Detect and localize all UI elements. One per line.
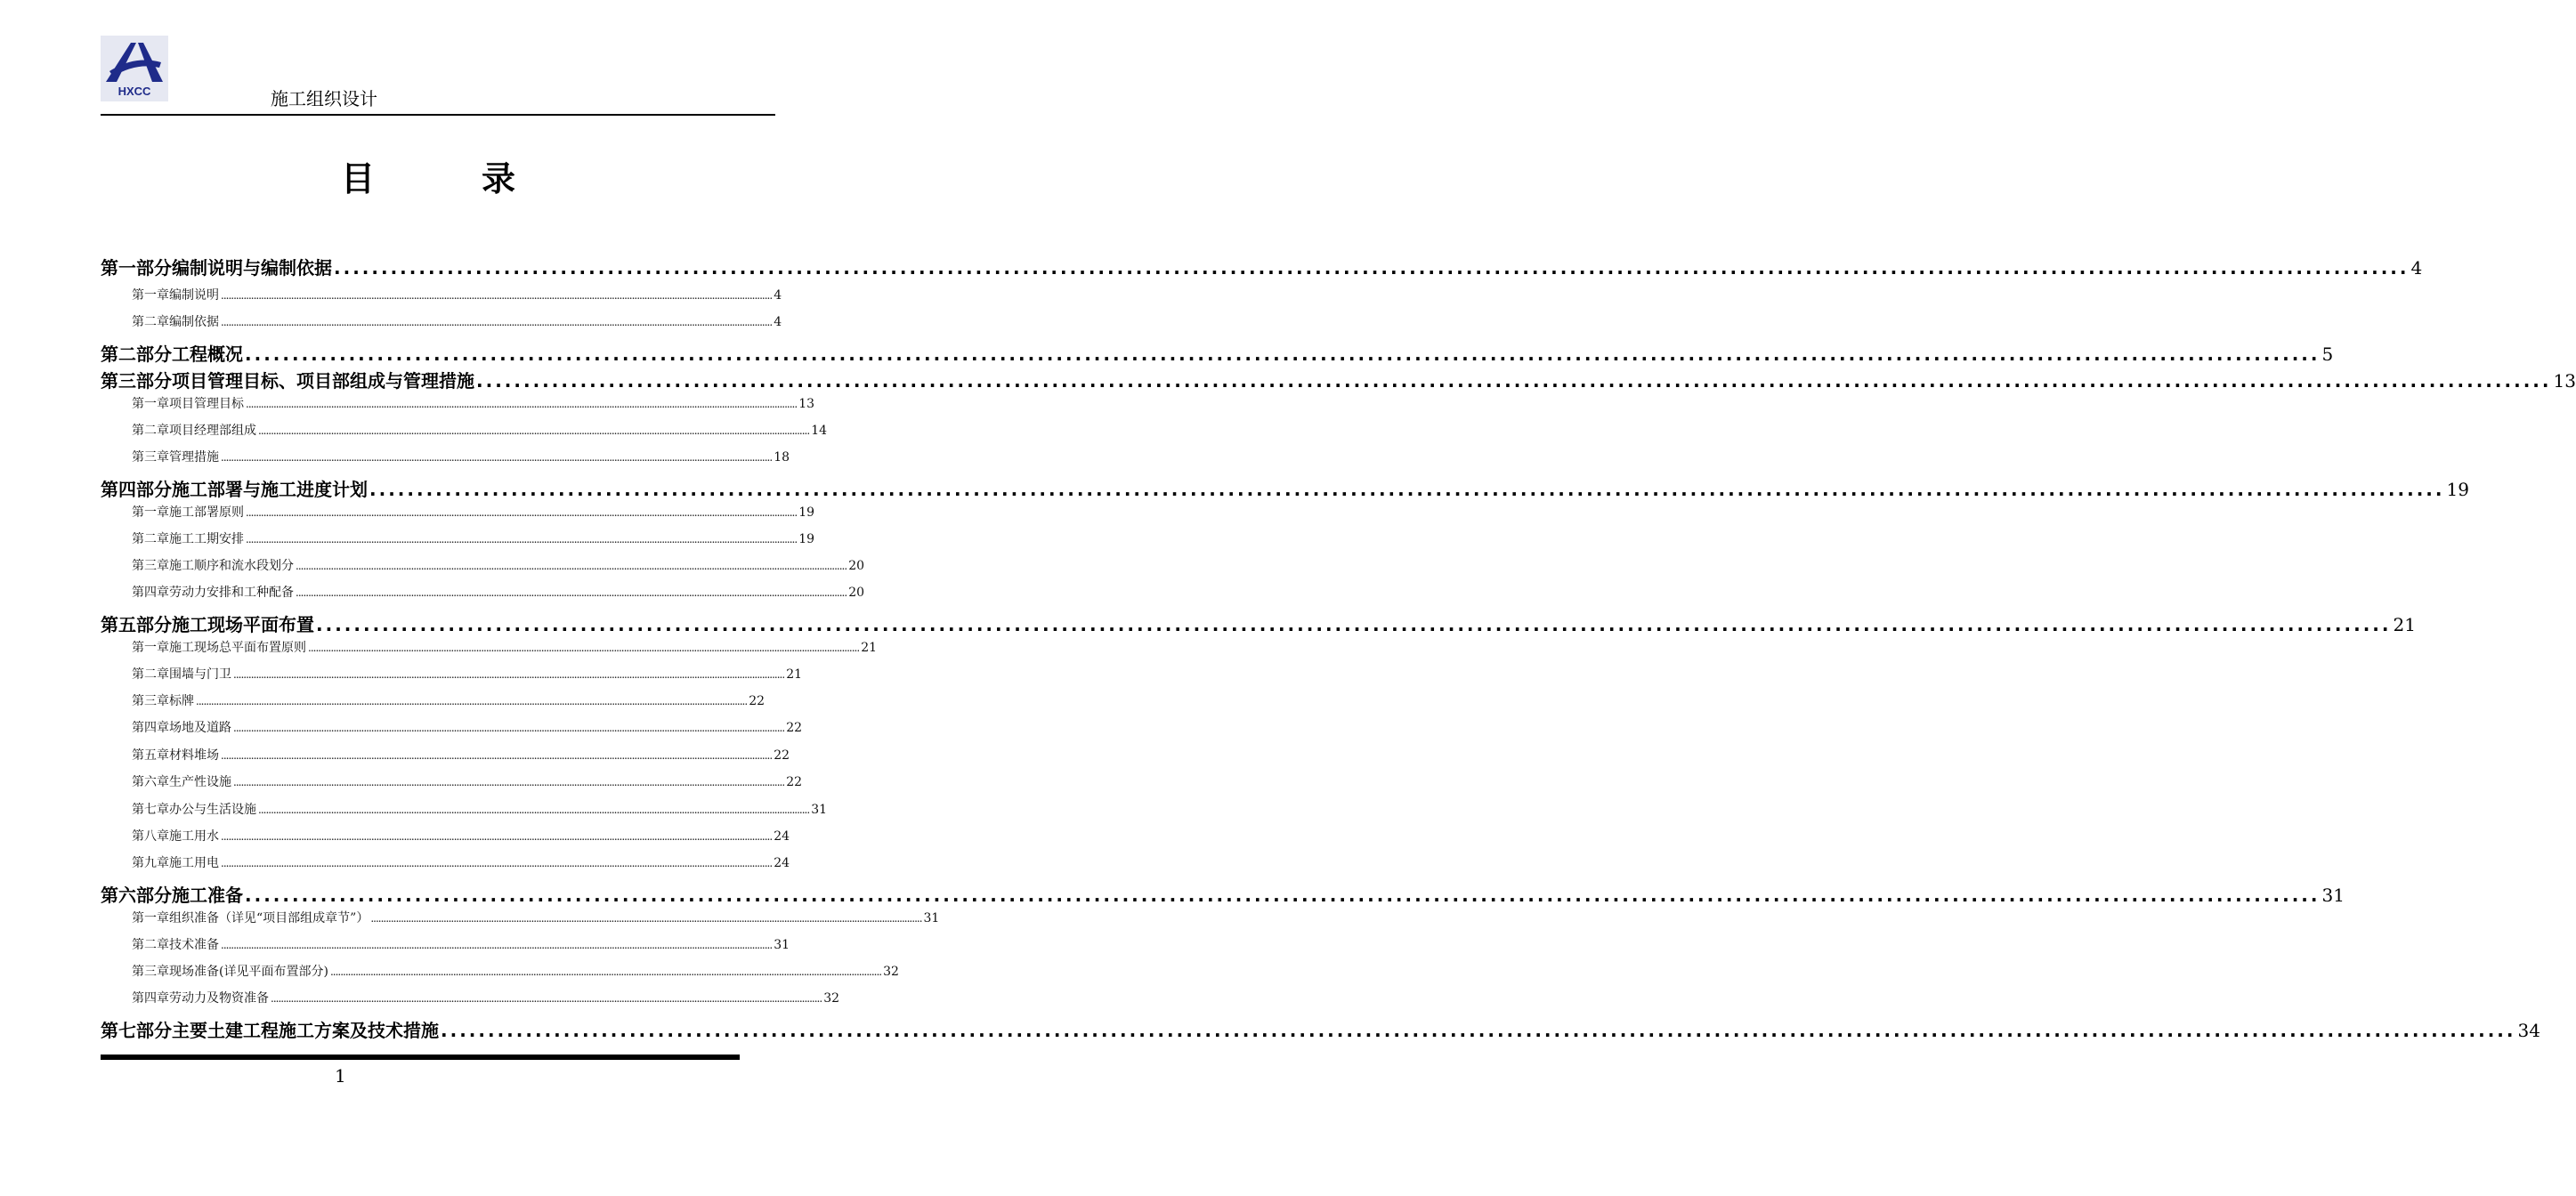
toc-leader-dots: ............................................................................................................................................................................................................................ (221, 451, 773, 464)
toc-entry-title: 项目经理部组成 (169, 424, 256, 438)
toc-entry-title: 施工用水 (169, 829, 219, 844)
toc-leader-dots: ............................................................................................................................................................................................................................ (370, 912, 922, 925)
toc-page-number: 22 (774, 748, 790, 763)
toc-chapter-number: 第三章 (132, 559, 169, 573)
toc-page-number: 13 (2553, 370, 2576, 392)
toc-entry-title: 施工准备 (172, 885, 243, 906)
toc-chapter-entry[interactable] (132, 691, 766, 711)
header-divider (101, 114, 775, 116)
toc-entry-title: 项目管理目标 (169, 397, 244, 411)
toc-entry-title: 管理措施 (169, 450, 219, 465)
toc-part-number: 第五部分 (101, 614, 172, 635)
toc-leader-dots: ............................................................................................................................................................................................................................ (233, 668, 785, 681)
toc-entry-title: 主要土建工程施工方案及技术措施 (172, 1020, 439, 1041)
toc-chapter-entry[interactable] (132, 800, 828, 820)
toc-leader-dots: ............................................................................................................................................................................................................................ (296, 586, 847, 599)
toc-entry-title: 施工现场平面布置 (172, 614, 314, 635)
toc-part-entry[interactable] (101, 340, 2334, 367)
toc-page-number: 31 (774, 938, 790, 952)
toc-leader-dots: ............................................................................................................................................................................................................................ (334, 257, 2410, 279)
toc-chapter-entry[interactable] (132, 421, 828, 440)
toc-entry-title: 场地及道路 (169, 721, 231, 735)
toc-entry-title: 施工工期安排 (169, 532, 244, 546)
toc-chapter-entry[interactable] (132, 638, 878, 658)
toc-page-number: 19 (2446, 479, 2469, 500)
toc-page-number: 5 (2321, 343, 2334, 365)
toc-leader-dots: ............................................................................................................................................................................................................................ (369, 479, 2445, 500)
toc-chapter-entry[interactable] (132, 312, 782, 332)
toc-chapter-number: 第二章 (132, 315, 169, 329)
toc-page-number: 31 (2321, 885, 2345, 906)
toc-leader-dots: ............................................................................................................................................................................................................................ (233, 776, 785, 788)
toc-entry-title: 办公与生活设施 (169, 803, 256, 817)
toc-entry-title: 现场准备(详见平面布置部分) (169, 965, 328, 979)
toc-chapter-entry[interactable] (132, 909, 940, 928)
toc-entry-title: 编制依据 (169, 315, 219, 329)
toc-page-number: 4 (774, 315, 782, 329)
toc-part-number: 第三部分 (101, 370, 172, 392)
toc-page-number: 20 (848, 559, 865, 573)
toc-page-number: 24 (774, 856, 790, 870)
toc-entry-title: 工程概况 (172, 343, 243, 365)
toc-page-number: 13 (798, 397, 815, 411)
toc-chapter-number: 第一章 (132, 641, 169, 655)
toc-page-number: 22 (786, 775, 803, 789)
toc-page-number: 21 (2393, 614, 2416, 635)
toc-page-number: 20 (848, 586, 865, 600)
toc-leader-dots: ............................................................................................................................................................................................................................ (221, 316, 773, 328)
company-logo (101, 36, 168, 101)
toc-page-number: 22 (749, 694, 766, 708)
toc-chapter-entry[interactable] (132, 583, 865, 602)
toc-part-entry[interactable] (101, 367, 2576, 393)
toc-leader-dots: ............................................................................................................................................................................................................................ (245, 885, 2321, 906)
toc-entry-title: 施工现场总平面布置原则 (169, 641, 306, 655)
document-header-title: 施工组织设计 (271, 88, 377, 109)
toc-chapter-number: 第一章 (132, 397, 169, 411)
toc-heading-char-2: 录 (482, 159, 516, 198)
toc-leader-dots: ............................................................................................................................................................................................................................ (441, 1020, 2516, 1041)
footer-divider (101, 1055, 740, 1060)
toc-part-number: 第四部分 (101, 479, 172, 500)
toc-page-number: 22 (786, 721, 803, 735)
toc-chapter-entry[interactable] (132, 503, 815, 522)
toc-leader-dots: ............................................................................................................................................................................................................................ (316, 614, 2392, 635)
toc-leader-dots: ............................................................................................................................................................................................................................ (296, 560, 847, 572)
toc-leader-dots: ............................................................................................................................................................................................................................ (258, 804, 810, 816)
toc-leader-dots: ............................................................................................................................................................................................................................ (258, 424, 810, 437)
toc-page-number: 14 (811, 424, 828, 438)
toc-chapter-number: 第二章 (132, 424, 169, 438)
toc-leader-dots: ............................................................................................................................................................................................................................ (221, 857, 773, 869)
toc-leader-dots: ............................................................................................................................................................................................................................ (476, 370, 2552, 392)
page-number: 1 (335, 1065, 346, 1087)
toc-chapter-entry[interactable] (132, 746, 790, 765)
toc-leader-dots: ............................................................................................................................................................................................................................ (246, 506, 798, 519)
toc-entry-title: 施工部署与施工进度计划 (172, 479, 368, 500)
toc-entry-title: 组织准备（详见“项目部组成章节”） (169, 911, 369, 925)
toc-leader-dots: ............................................................................................................................................................................................................................ (221, 749, 773, 762)
toc-entry-title: 生产性设施 (169, 775, 231, 789)
toc-page-number: 24 (774, 829, 790, 844)
toc-entry-title: 技术准备 (169, 938, 219, 952)
toc-part-number: 第七部分 (101, 1020, 172, 1041)
toc-chapter-entry[interactable] (132, 718, 803, 738)
toc-page-number: 32 (823, 991, 840, 1006)
toc-chapter-number: 第四章 (132, 586, 169, 600)
toc-chapter-number: 第二章 (132, 667, 169, 682)
toc-part-number: 第六部分 (101, 885, 172, 906)
toc-chapter-number: 第二章 (132, 532, 169, 546)
toc-page-number: 31 (811, 803, 828, 817)
toc-chapter-entry[interactable] (132, 935, 790, 955)
toc-chapter-number: 第三章 (132, 694, 169, 708)
toc-part-entry[interactable] (101, 254, 2423, 280)
toc-chapter-number: 第四章 (132, 991, 169, 1006)
toc-chapter-number: 第七章 (132, 803, 169, 817)
toc-leader-dots: ............................................................................................................................................................................................................................ (233, 722, 785, 734)
toc-entry-title: 劳动力安排和工种配备 (169, 586, 294, 600)
toc-part-entry[interactable] (101, 610, 2416, 637)
toc-leader-dots: ............................................................................................................................................................................................................................ (246, 398, 798, 410)
toc-leader-dots: ............................................................................................................................................................................................................................ (245, 343, 2321, 365)
toc-part-entry[interactable] (101, 1016, 2540, 1043)
toc-heading (341, 151, 515, 200)
toc-entry-title: 施工顺序和流水段划分 (169, 559, 294, 573)
toc-entry-title: 施工用电 (169, 856, 219, 870)
toc-chapter-number: 第五章 (132, 748, 169, 763)
toc-entry-title: 材料堆场 (169, 748, 219, 763)
toc-page-number: 4 (2410, 257, 2423, 279)
toc-leader-dots: ............................................................................................................................................................................................................................ (221, 939, 773, 951)
toc-chapter-entry[interactable] (132, 853, 790, 873)
toc-chapter-entry[interactable] (132, 286, 782, 305)
toc-leader-dots: ............................................................................................................................................................................................................................ (308, 642, 860, 654)
toc-leader-dots: ............................................................................................................................................................................................................................ (221, 830, 773, 843)
toc-page-number: 31 (923, 911, 940, 925)
toc-part-number: 第二部分 (101, 343, 172, 365)
toc-chapter-entry[interactable] (132, 448, 790, 467)
toc-chapter-entry[interactable] (132, 665, 803, 684)
toc-chapter-number: 第一章 (132, 505, 169, 520)
toc-page-number: 18 (774, 450, 790, 465)
toc-chapter-entry[interactable] (132, 529, 815, 549)
toc-entry-title: 劳动力及物资准备 (169, 991, 269, 1006)
toc-entry-title: 编制说明与编制依据 (172, 257, 332, 279)
toc-part-entry[interactable] (101, 475, 2469, 502)
toc-chapter-entry[interactable] (132, 962, 899, 982)
toc-chapter-number: 第一章 (132, 911, 169, 925)
toc-page-number: 21 (861, 641, 878, 655)
logo-text: HXCC (117, 85, 151, 98)
toc-entry-title: 项目管理目标、项目部组成与管理措施 (172, 370, 474, 392)
toc-chapter-entry[interactable] (132, 394, 815, 414)
toc-entry-title: 围墙与门卫 (169, 667, 231, 682)
toc-chapter-number: 第四章 (132, 721, 169, 735)
toc-page-number: 19 (798, 505, 815, 520)
toc-entry-title: 施工部署原则 (169, 505, 244, 520)
toc-chapter-entry[interactable] (132, 827, 790, 846)
toc-entry-title: 编制说明 (169, 288, 219, 303)
toc-page-number: 21 (786, 667, 803, 682)
toc-page-number: 34 (2517, 1020, 2540, 1041)
toc-entry-title: 标牌 (169, 694, 194, 708)
toc-chapter-entry[interactable] (132, 989, 840, 1008)
toc-chapter-number: 第六章 (132, 775, 169, 789)
toc-part-number: 第一部分 (101, 257, 172, 279)
toc-chapter-number: 第二章 (132, 938, 169, 952)
toc-chapter-number: 第三章 (132, 450, 169, 465)
toc-leader-dots: ............................................................................................................................................................................................................................ (329, 966, 882, 978)
toc-leader-dots: ............................................................................................................................................................................................................................ (196, 695, 748, 707)
toc-part-entry[interactable] (101, 881, 2345, 908)
toc-page-number: 32 (883, 965, 899, 979)
toc-leader-dots: ............................................................................................................................................................................................................................ (271, 992, 822, 1005)
toc-page-number: 4 (774, 288, 782, 303)
toc-chapter-number: 第一章 (132, 288, 169, 303)
toc-heading-char-1: 目 (341, 159, 376, 198)
toc-leader-dots: ............................................................................................................................................................................................................................ (246, 533, 798, 545)
toc-chapter-entry[interactable] (132, 772, 803, 792)
toc-chapter-number: 第三章 (132, 965, 169, 979)
toc-chapter-number: 第八章 (132, 829, 169, 844)
toc-chapter-number: 第九章 (132, 856, 169, 870)
toc-page-number: 19 (798, 532, 815, 546)
toc-chapter-entry[interactable] (132, 556, 865, 576)
toc-leader-dots: ............................................................................................................................................................................................................................ (221, 289, 773, 302)
